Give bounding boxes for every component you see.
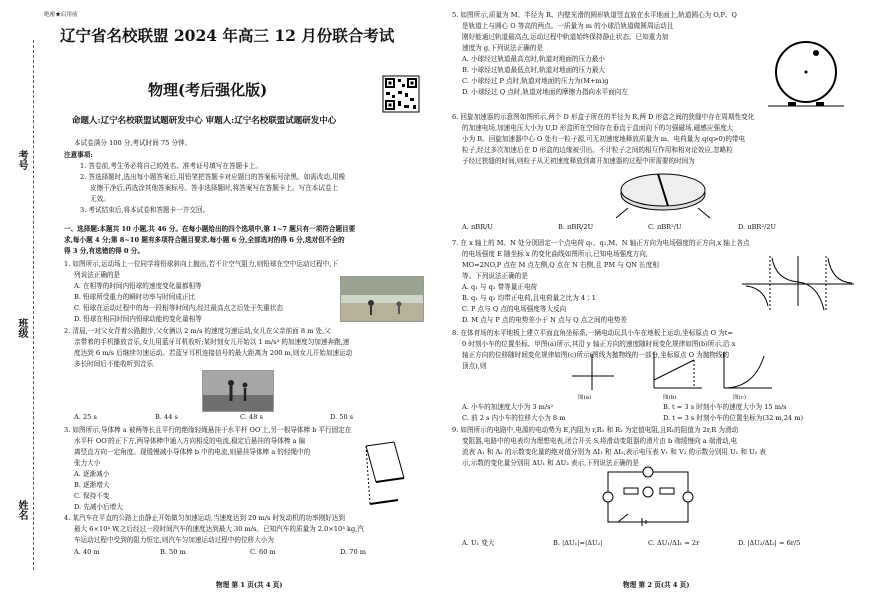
q8-option: B. t = 3 s 时刻小车的速度大小为 15 m/s (663, 403, 787, 411)
q3-option: C. 保持不变 (74, 492, 110, 500)
q8-option: C. 前 2 s 内小车的位移大小为 8 m (462, 414, 566, 422)
axes-diagram-a (568, 352, 618, 392)
q5-stem: 刚好能通过轨道最高点,运动过程中轨道始终保持静止状态。已知重力加 (462, 33, 669, 41)
q3-stem: 3. 如图所示,导体棒 a 被两等长且平行的绝缘轻绳悬挂于水平杆 OO′上,另一根导体棒 b 平行固定在 (64, 426, 352, 434)
qr-code-icon (383, 76, 419, 112)
q7-stem: MO=2NO,P 点在 M 点左侧,Q 点在 N 右侧,且 PM 与 QN 长度相 (462, 261, 659, 269)
authors-line: 命题人:辽宁名校联盟试题研发中心 审题人:辽宁名校联盟试题研发中心 (72, 116, 337, 126)
class-label: 班级 (16, 318, 27, 338)
q8-stem: 8. 在体育场的水平地板上建立平面直角坐标系,一辆电动玩具小车在地板上运动,坐标原点 O 为t= (452, 329, 733, 337)
section-header: 求,每小题 4 分;第 8~10 题有多项符合题目要求,每小题 6 分,全部选对的得 6 分,选对但不全的 (64, 236, 345, 244)
q5-stem: 速度为 g,下列说法正确的是 (462, 44, 543, 52)
note-line: 3. 考试结束后,将本试卷和答题卡一并交回。 (80, 206, 210, 214)
q8-stem: 轴正方向的位移随时间变化规律如图(c)所示(图线为抛物线的一部分,坐标原点 O 为抛物线的 (462, 351, 730, 359)
q9-option: A. U₁ 变大 (462, 539, 495, 547)
q7-option: A. q₁ 与 q₂ 带等量正电荷 (462, 283, 538, 291)
q5-stem: 5. 如图所示,质量为 M、半径为 R、内壁光滑的圆形轨道竖直放在水平地面上,轨道圆心为 O,P、Q (452, 11, 737, 19)
q2-stem: 2. 清晨,一对父女背着公路跑步,父女俩以 2 m/s 的速度匀速运动,女儿在父亲前面 8 m 处,父 (64, 327, 331, 335)
graph-label-c: 图(c) (733, 395, 747, 401)
notes-title: 注意事项: (64, 151, 93, 159)
page-2 (448, 0, 868, 599)
q5-option: D. 小球经过 Q 点时,轨道对地面的摩擦力指向水平面向左 (462, 88, 628, 96)
q1-option: B. 铅球所受重力的瞬时功率与时间成正比 (74, 293, 196, 301)
q8-option: A. 小车的加速度大小为 3 m/s² (462, 403, 554, 411)
q2-option: B. 44 s (155, 413, 178, 421)
circuit-diagram (598, 462, 698, 532)
q4-option: B. 50 m (160, 548, 186, 556)
intro-line: 本试卷满分 100 分,考试时间 75 分钟。 (74, 139, 192, 147)
q6-option: B. πBR/2U (558, 223, 594, 231)
shot-put-photo (340, 276, 424, 322)
q9-stem: 流表 A₁ 和 A₂ 的示数变化量的绝对值分别为 ΔI₁ 和 ΔI₂,表示电压表 V₁ 和 V₂ 的示数分别用 U₁ 和 U₂ 表 (462, 448, 766, 456)
q2-option: A. 25 s (74, 413, 97, 421)
q8-stem: 顶点),则 (462, 362, 487, 370)
q9-stem: 示,示数的变化量分别用 ΔU₁ 和 ΔU₂ 表示,下列说法正确的是 (462, 459, 639, 467)
circular-track-diagram (766, 38, 846, 110)
q2-option: D. 50 s (330, 413, 354, 421)
q9-option: D. |ΔU₂/ΔI₂| = 6r/5 (738, 539, 801, 547)
q2-option: C. 48 s (240, 413, 263, 421)
vy-time-graph-b (648, 350, 706, 394)
q9-option: C. ΔU₁/ΔI₁ = 2r (648, 539, 700, 547)
q4-option: D. 70 m (340, 548, 366, 556)
q6-option: A. πBR/U (462, 223, 493, 231)
section-header: 一、选择题:本题共 10 小题,共 46 分。在每小题给出的四个选项中,第 1~7 题只有一项符合题目要 (64, 225, 356, 233)
page-footer: 物理 第 1 页(共 4 页) (216, 581, 283, 589)
q1-stem: 列说法正确的是 (74, 271, 121, 279)
q6-stem: 粒子,经过多次加速后在 D 形盒的边缘被引出。不计粒子之间的相互作用和相对论效应,忽略粒 (462, 146, 733, 154)
q9-option: B. |ΔU₁|=|ΔU₂| (553, 539, 603, 547)
page-footer: 物理 第 2 页(共 4 页) (623, 581, 690, 589)
q7-option: C. P 点与 Q 点的电场强度等大反向 (462, 305, 567, 313)
q3-option: D. 先减小后增大 (74, 503, 123, 511)
q3-stem: 张力大小 (74, 459, 101, 467)
exam-title: 辽宁省名校联盟 2024 年高三 12 月份联合考试 (60, 26, 395, 45)
q6-stem: 小为 B。回旋加速器中心 O 处有一粒子源,可无初速度地释放质量为 m、电荷量为 q(q>0)的带电 (462, 135, 746, 143)
q1-option: A. 在相等的时间内铅球的速度变化量都相等 (74, 282, 202, 290)
q6-stem: 子经过狭缝的时间,则粒子从无初速度释放到离开加速器的过程中所需要的时间为 (462, 157, 695, 165)
q4-stem: 车运动过程中受到的阻力恒定,则汽车匀加速运动过程中的位移大小为 (74, 536, 274, 544)
x-time-graph-c (718, 350, 776, 394)
q6-option: C. πBR²/U (648, 223, 682, 231)
electric-field-graph (738, 254, 858, 312)
q4-stem: 4. 某汽车在平直的公路上由静止开始做匀加速运动,当速度达到 20 m/s 时发动机的功率刚好达到 (64, 514, 345, 522)
note-line: 皮擦干净后,再选涂其他答案标号。答非选择题时,将答案写在答题卡上。写在本试卷上 (90, 184, 339, 192)
q7-option: D. M 点与 P 点的电势差小于 N 点与 Q 点之间的电势差 (462, 316, 627, 324)
note-line: 2. 答选择题时,选出每小题答案后,用铅笔把答题卡对应题目的答案标号涂黑。如需改动,用橡 (80, 173, 346, 181)
q4-option: C. 60 m (250, 548, 276, 556)
jogging-photo (202, 370, 274, 412)
graph-label-a: 图(a) (578, 395, 592, 401)
secret-mark: 绝密★启用前 (44, 12, 78, 18)
name-label: 姓名 (16, 500, 27, 520)
q7-option: B. q₁ 与 q₂ 均带正电荷,且电荷量之比为 4∶1 (462, 294, 596, 302)
q9-stem: 9. 如图所示的电路中,电源的电动势为 E,内阻为 r,R₁ 和 R₂ 为定值电阻,且R₁的阻值为 2r,R 为滑动 (452, 426, 739, 434)
q2-stem: 多长时间后不能收听到音乐 (74, 360, 154, 368)
q5-stem: 是轨道上与圆心 O 等高的两点。一质量为 m 的小球沿轨道做圆周运动且 (462, 22, 674, 30)
subject-title: 物理(考后强化版) (148, 81, 268, 99)
exam-number-label: 考号 (16, 150, 27, 170)
q3-option: B. 逐渐增大 (74, 481, 110, 489)
q1-option: D. 铅球在相同时间内铅球动能的变化量相等 (74, 315, 202, 323)
q7-stem: 的电场强度 E 随坐标 x 的变化曲线如图所示,已知电场强度方向, (462, 250, 648, 258)
q7-stem: 等。下列说法正确的是 (462, 272, 528, 280)
q2-stem: 度达到 6 m/s 后继续匀速运动。若蓝牙耳机连接信号的最大距离为 200 m,则女儿开始加速运动 (74, 349, 353, 357)
q6-stem: 的加速电场,加速电压大小为 U,D 形盒所在空间存在垂直于盒面向下的匀强磁场,磁感应强度大 (462, 124, 734, 132)
hanging-rods-diagram (358, 442, 418, 512)
q6-option: D. πBR²/2U (738, 223, 777, 231)
q2-stem: 亲带着的手机播放音乐,女儿用蓝牙耳机收听;某时刻女儿开始以 1 m/s² 的加速度匀加速奔跑,速 (74, 338, 350, 346)
q9-stem: 变阻器,电路中的电表均为理想电表,闭合开关 S,将滑动变阻器的滑片由 b 端缓慢向 a 端滑动,电 (462, 437, 738, 445)
q5-option: B. 小球经过轨道最低点时,轨道对地面的压力最大 (462, 66, 606, 74)
q5-option: C. 小球经过 P 点时,轨道对地面的压力为(M+m)g (462, 77, 609, 85)
cyclotron-diagram (608, 168, 718, 220)
q1-option: C. 铅球在运动过程中的每一段相等时间内,经过最高点之后处于失重状态 (74, 304, 283, 312)
q3-stem: 离竖直方向一定角度。现缓慢减小导体棒 b 中的电流,则悬挂导体棒 a 的轻绳中的 (74, 448, 311, 456)
note-line: 无效。 (90, 195, 110, 203)
graph-label-b: 图(b) (663, 395, 677, 401)
q6-stem: 6. 回旋加速器的示意图如图所示,两个 D 形盒子所在的半径为 R,两 D 形盒之间的狭缝中存在周期性变化 (452, 113, 755, 121)
q8-stem: 0 时刻小车的位置坐标。甲图(a)所示,其沿 y 轴正方向的速度随时间变化规律如图(b)所示,沿 x (462, 340, 736, 348)
note-line: 1. 答卷前,考生务必将自己的姓名、准考证号填写在答题卡上。 (80, 162, 262, 170)
q8-option: D. t = 3 s 时刻小车的位置坐标为(32 m,24 m) (663, 414, 804, 422)
q1-stem: 1. 如图所示,运动场上一位同学将铅球斜向上抛出,若不计空气阻力,则铅球在空中运动过程中,下 (64, 260, 338, 268)
section-header: 得 3 分,有选错的得 0 分。 (64, 247, 144, 255)
q3-stem: 水平杆 OO′的正下方,两导体棒中通入方向相反的电流,稳定后悬挂的导体棒 a 偏 (74, 437, 306, 445)
q4-stem: 最大 6×10⁴ W,之后经过一段时间汽车的速度达到最大 30 m/s。已知汽车的质量为 2.0×10³ kg,汽 (74, 525, 364, 533)
q7-stem: 7. 在 x 轴上的 M、N 处分别固定一个点电荷 q₁、q₂,M、N 轴正方向为电场强度的正方向,x 轴上各点 (452, 239, 750, 247)
q4-option: A. 40 m (74, 548, 100, 556)
q3-option: A. 逐渐减小 (74, 470, 110, 478)
q5-option: A. 小球经过轨道最高点时,轨道对地面的压力最小 (462, 55, 605, 63)
